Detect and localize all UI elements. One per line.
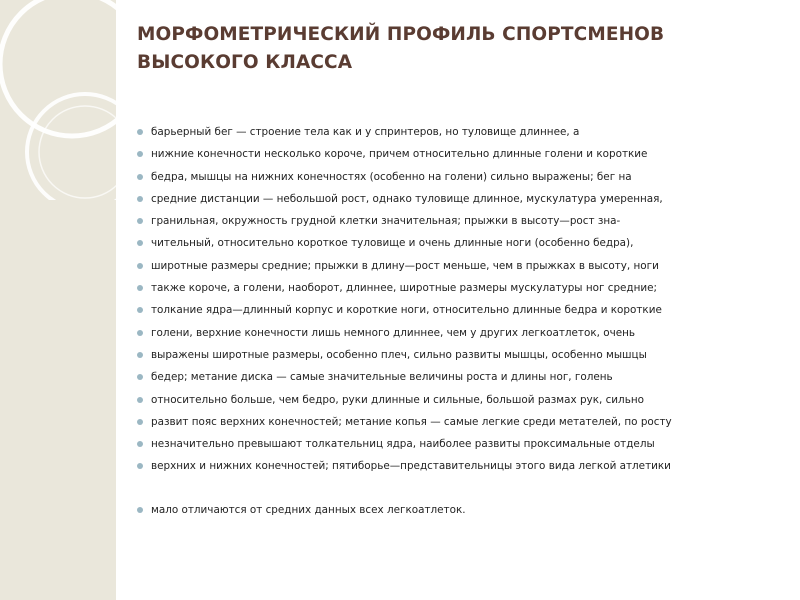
list-item (137, 416, 777, 438)
bullet-dot-icon (137, 419, 143, 425)
list-item (137, 171, 777, 193)
bullet-dot-icon (137, 463, 143, 469)
list-item (137, 327, 777, 349)
list-item (137, 237, 777, 259)
list-item (137, 349, 777, 371)
list-item-text: толкание ядра—длинный корпус и короткие ноги, относительно длинные бедра и короткие (151, 304, 662, 317)
bullet-dot-icon (137, 285, 143, 291)
bullet-dot-icon (137, 352, 143, 358)
list-item (137, 215, 777, 237)
decorative-ring-inner (39, 106, 131, 198)
list-item-text: чительный, относительно короткое туловище и очень длинные ноги (особенно бедра), (151, 237, 634, 250)
list-item (137, 394, 777, 416)
bullet-list (137, 126, 777, 526)
list-item-text: гранильная, окружность грудной клетки значительная; прыжки в высоту—рост зна- (151, 215, 621, 228)
list-item (137, 148, 777, 170)
title-line-1: МОРФОМЕТРИЧЕСКИЙ ПРОФИЛЬ СПОРТСМЕНОВ (137, 24, 665, 45)
list-item (137, 282, 777, 304)
bullet-dot-icon (137, 240, 143, 246)
list-item-text: бедер; метание диска — самые значительные величины роста и длины ног, голень (151, 371, 613, 384)
bullet-dot-icon (137, 307, 143, 313)
list-item-text: широтные размеры средние; прыжки в длину—рост меньше, чем в прыжках в высоту, ноги (151, 259, 659, 272)
bullet-dot-icon (137, 129, 143, 135)
bullet-dot-icon (137, 397, 143, 403)
bullet-dot-icon (137, 263, 143, 269)
list-item-text: нижние конечности несколько короче, причем относительно длинные голени и короткие (151, 148, 648, 161)
list-item-text: мало отличаются от средних данных всех легкоатлеток. (151, 503, 466, 516)
list-item-text: средние дистанции — небольшой рост, однако туловище длинное, мускулатура умеренная, (151, 192, 663, 205)
bullet-dot-icon (137, 151, 143, 157)
bullet-dot-icon (137, 441, 143, 447)
list-item-text: незначительно превышают толкательниц ядра, наиболее развиты проксимальные отделы (151, 438, 655, 451)
list-item-text: также короче, а голени, наоборот, длиннее, широтные размеры мускулатуры ног средние; (151, 282, 658, 295)
list-item (137, 260, 777, 282)
bullet-dot-icon (137, 507, 143, 513)
bullet-dot-icon (137, 374, 143, 380)
bullet-dot-icon (137, 218, 143, 224)
list-item (137, 371, 777, 393)
list-item-text: барьерный бег — строение тела как и у спринтеров, но туловище длиннее, а (151, 126, 580, 138)
list-item-text: относительно больше, чем бедро, руки длинные и сильные, большой размах рук, сильно (151, 393, 644, 406)
list-item (137, 304, 777, 326)
list-item (137, 460, 777, 482)
list-item-text: выражены широтные размеры, особенно плеч, сильно развиты мышцы, особенно мышцы (151, 348, 647, 361)
list-item (137, 193, 777, 215)
list-item-text: верхних и нижних конечностей; пятиборье—представительницы этого вида легкой атлетики (151, 460, 671, 473)
list-item-text: бедра, мышцы на нижних конечностях (особенно на голени) сильно выражены; бег на (151, 170, 632, 183)
bullet-dot-icon (137, 174, 143, 180)
title-line-2: ВЫСОКОГО КЛАССА (137, 52, 353, 73)
list-item-last (137, 504, 777, 526)
list-item (137, 438, 777, 460)
list-item-text: голени, верхние конечности лишь немного длиннее, чем у других легкоатлеток, очень (151, 326, 636, 339)
list-item (137, 126, 777, 148)
bullet-dot-icon (137, 196, 143, 202)
decorative-ring-small (27, 94, 143, 200)
list-item-text: развит пояс верхних конечностей; метание копья — самые легкие среди метателей, по росту (151, 415, 672, 428)
bullet-dot-icon (137, 330, 143, 336)
slide-title (137, 21, 777, 77)
decorative-ring-large (0, 0, 144, 136)
